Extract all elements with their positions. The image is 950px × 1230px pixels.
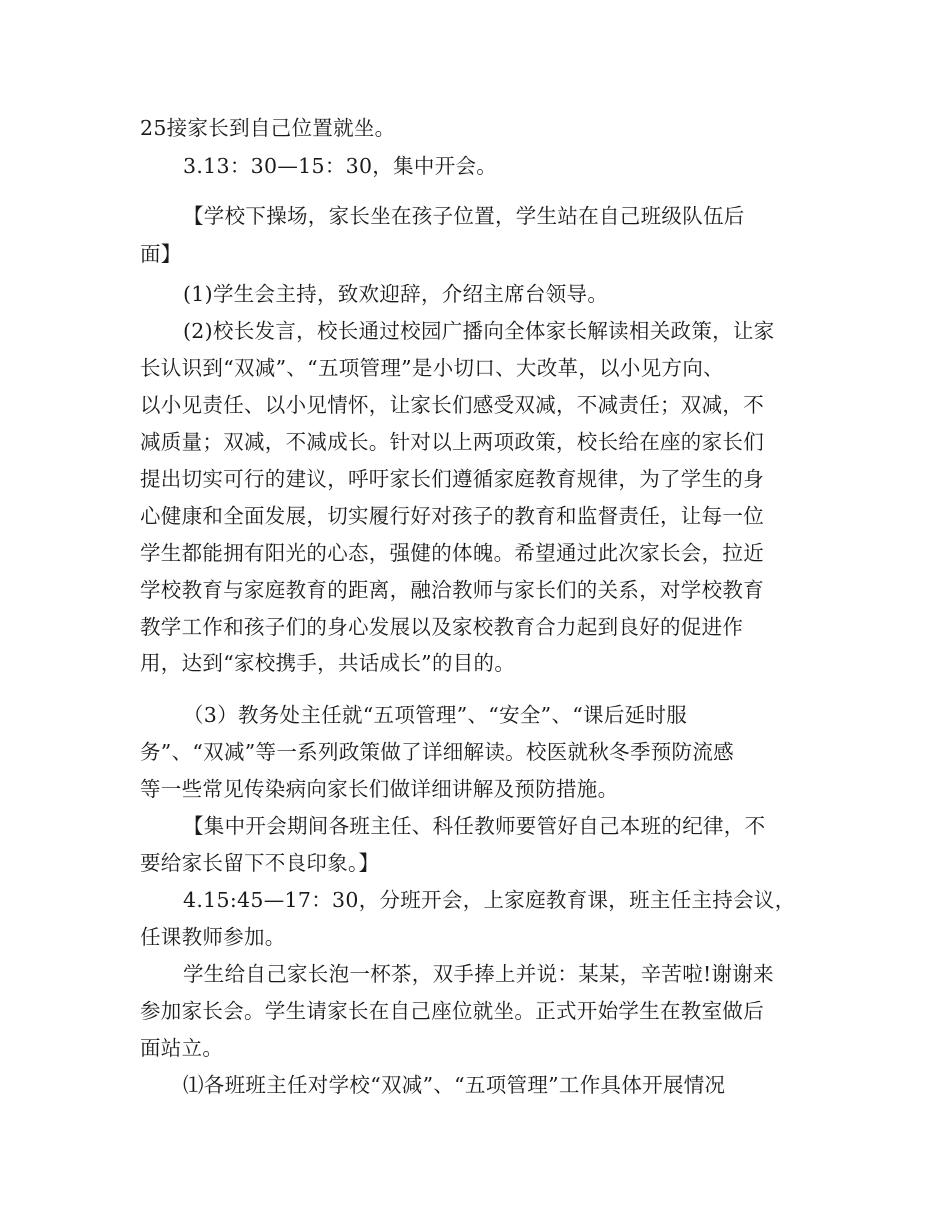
text-line: 任课教师参加。 [140, 925, 286, 949]
text-line: （3）教务处主任就“五项管理”、“安全”、“课后延时服 [183, 703, 688, 727]
text-line: 参加家长会。学生请家长在自己座位就坐。正式开始学生在教室做后 [140, 999, 764, 1023]
text-line: 【集中开会期间各班主任、科任教师要管好自己本班的纪律，不 [183, 814, 766, 838]
text-line: 用，达到“家校携手，共话成长”的目的。 [140, 651, 516, 675]
text-line: 等一些常见传染病向家长们做详细讲解及预防措施。 [140, 777, 619, 801]
text-line: 提出切实可行的建议，呼吁家长们遵循家庭教育规律，为了学生的身 [140, 467, 764, 491]
text-line: ⑴各班班主任对学校“双减”、“五项管理”工作具体开展情况 [183, 1073, 726, 1097]
text-line: 学生给自己家长泡一杯茶，双手捧上并说：某某，辛苦啦!谢谢来 [183, 962, 774, 986]
text-line: 长认识到“双减”、“五项管理”是小切口、大改革，以小见方向、 [140, 356, 724, 380]
text-line: 以小见责任、以小见情怀，让家长们感受双减，不减责任；双减，不 [140, 393, 764, 417]
text-line: 要给家长留下不良印象。】 [140, 851, 380, 875]
text-line: 面】 [140, 242, 182, 266]
text-line: 【学校下操场，家长坐在孩子位置，学生站在自己班级队伍后 [183, 204, 745, 228]
text-line: 务”、“双减”等一系列政策做了详细解读。校医就秋冬季预防流感 [140, 740, 734, 764]
text-line: 教学工作和孩子们的身心发展以及家校教育合力起到良好的促进作 [140, 615, 744, 639]
text-line: 减质量；双减，不减成长。针对以上两项政策，校长给在座的家长们 [140, 430, 764, 454]
text-line: 学生都能拥有阳光的心态，强健的体魄。希望通过此次家长会，拉近 [140, 541, 764, 565]
text-line: 3.13：30—15：30，集中开会。 [183, 154, 498, 178]
text-line: 4.15:45—17：30，分班开会，上家庭教育课，班主任主持会议， [183, 888, 796, 912]
text-line: 面站立。 [140, 1036, 224, 1060]
text-line: (2)校长发言，校长通过校园广播向全体家长解读相关政策，让家 [183, 319, 775, 343]
text-line: 心健康和全面发展，切实履行好对孩子的教育和监督责任，让每一位 [140, 504, 764, 528]
text-line: 学校教育与家庭教育的距离，融洽教师与家长们的关系，对学校教育 [140, 578, 764, 602]
text-line: (1)学生会主持，致欢迎辞，介绍主席台领导。 [183, 282, 609, 306]
text-line: 25接家长到自己位置就坐。 [140, 116, 396, 140]
